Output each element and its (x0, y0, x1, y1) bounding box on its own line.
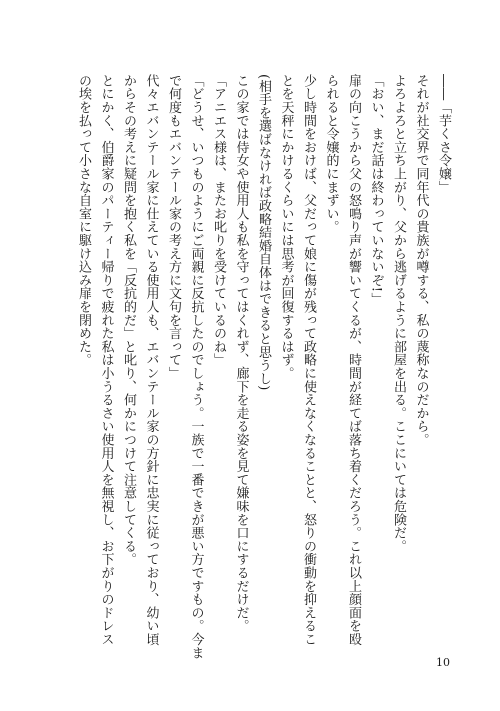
page-number: 10 (436, 656, 450, 669)
text-line: それが社交界で同年代の貴族が噂する、私の蔑称なのだから。 (413, 74, 429, 447)
text-line: 「どうせ、いつものようにご両親に反抗したのでしょう。一族で一番できが悪い方ですもの。今ま (188, 74, 204, 660)
text-line: (相手を選ばなければ政略結婚自体はできると思うし) (256, 74, 271, 391)
text-line: この家では侍女や使用人も私を守ってはくれず、廊下を走る姿を見て嫌味を口にするだけだ。 (233, 74, 249, 633)
text-line: 「おい、まだ話は終わっていないぞ!」 (368, 74, 384, 306)
text-line: 「アニエス様は、またお叱りを受けているのね」 (211, 74, 226, 367)
text-line: からその考えに疑問を抱く私を「反抗的だ」と叱り、何かにつけて注意してくる。 (121, 74, 136, 567)
text-line: よろよろと立ち上がり、父から逃げるように部屋を出る。ここにいては危険だ。 (391, 74, 406, 553)
text-line: 代々エバンテール家に仕えている使用人も、エバンテール家の方針に忠実に従っており、幼い頃 (143, 74, 159, 646)
text-line: とにかく、伯爵家のパーティー帰りで疲れた私は小うるさい使用人を無視し、お下がりのドレス (98, 74, 114, 646)
text-line: の埃を払って小さな自室に駆け込み扉を閉めた。 (76, 74, 91, 367)
text-line: とを天秤にかけるくらいには思考が回復するはず。 (278, 74, 294, 380)
text-line: られると令嬢的にまずい。 (323, 74, 339, 234)
text-line: で何度もエバンテール家の考え方に文句を言って」 (166, 74, 181, 380)
vertical-text-body (72, 74, 455, 660)
text-line: ――「芋くさ令嬢」 (436, 74, 451, 194)
text-line: 扉の向こうから父の怒鳴り声が響いてくるが、時間が経てば落ち着くだろう。これ以上顔面を殴 (346, 74, 361, 646)
text-line: 少し時間をおけば、父だって娘に傷が残って政略に使えなくなることと、怒りの衝動を抑えるこ (301, 74, 316, 646)
